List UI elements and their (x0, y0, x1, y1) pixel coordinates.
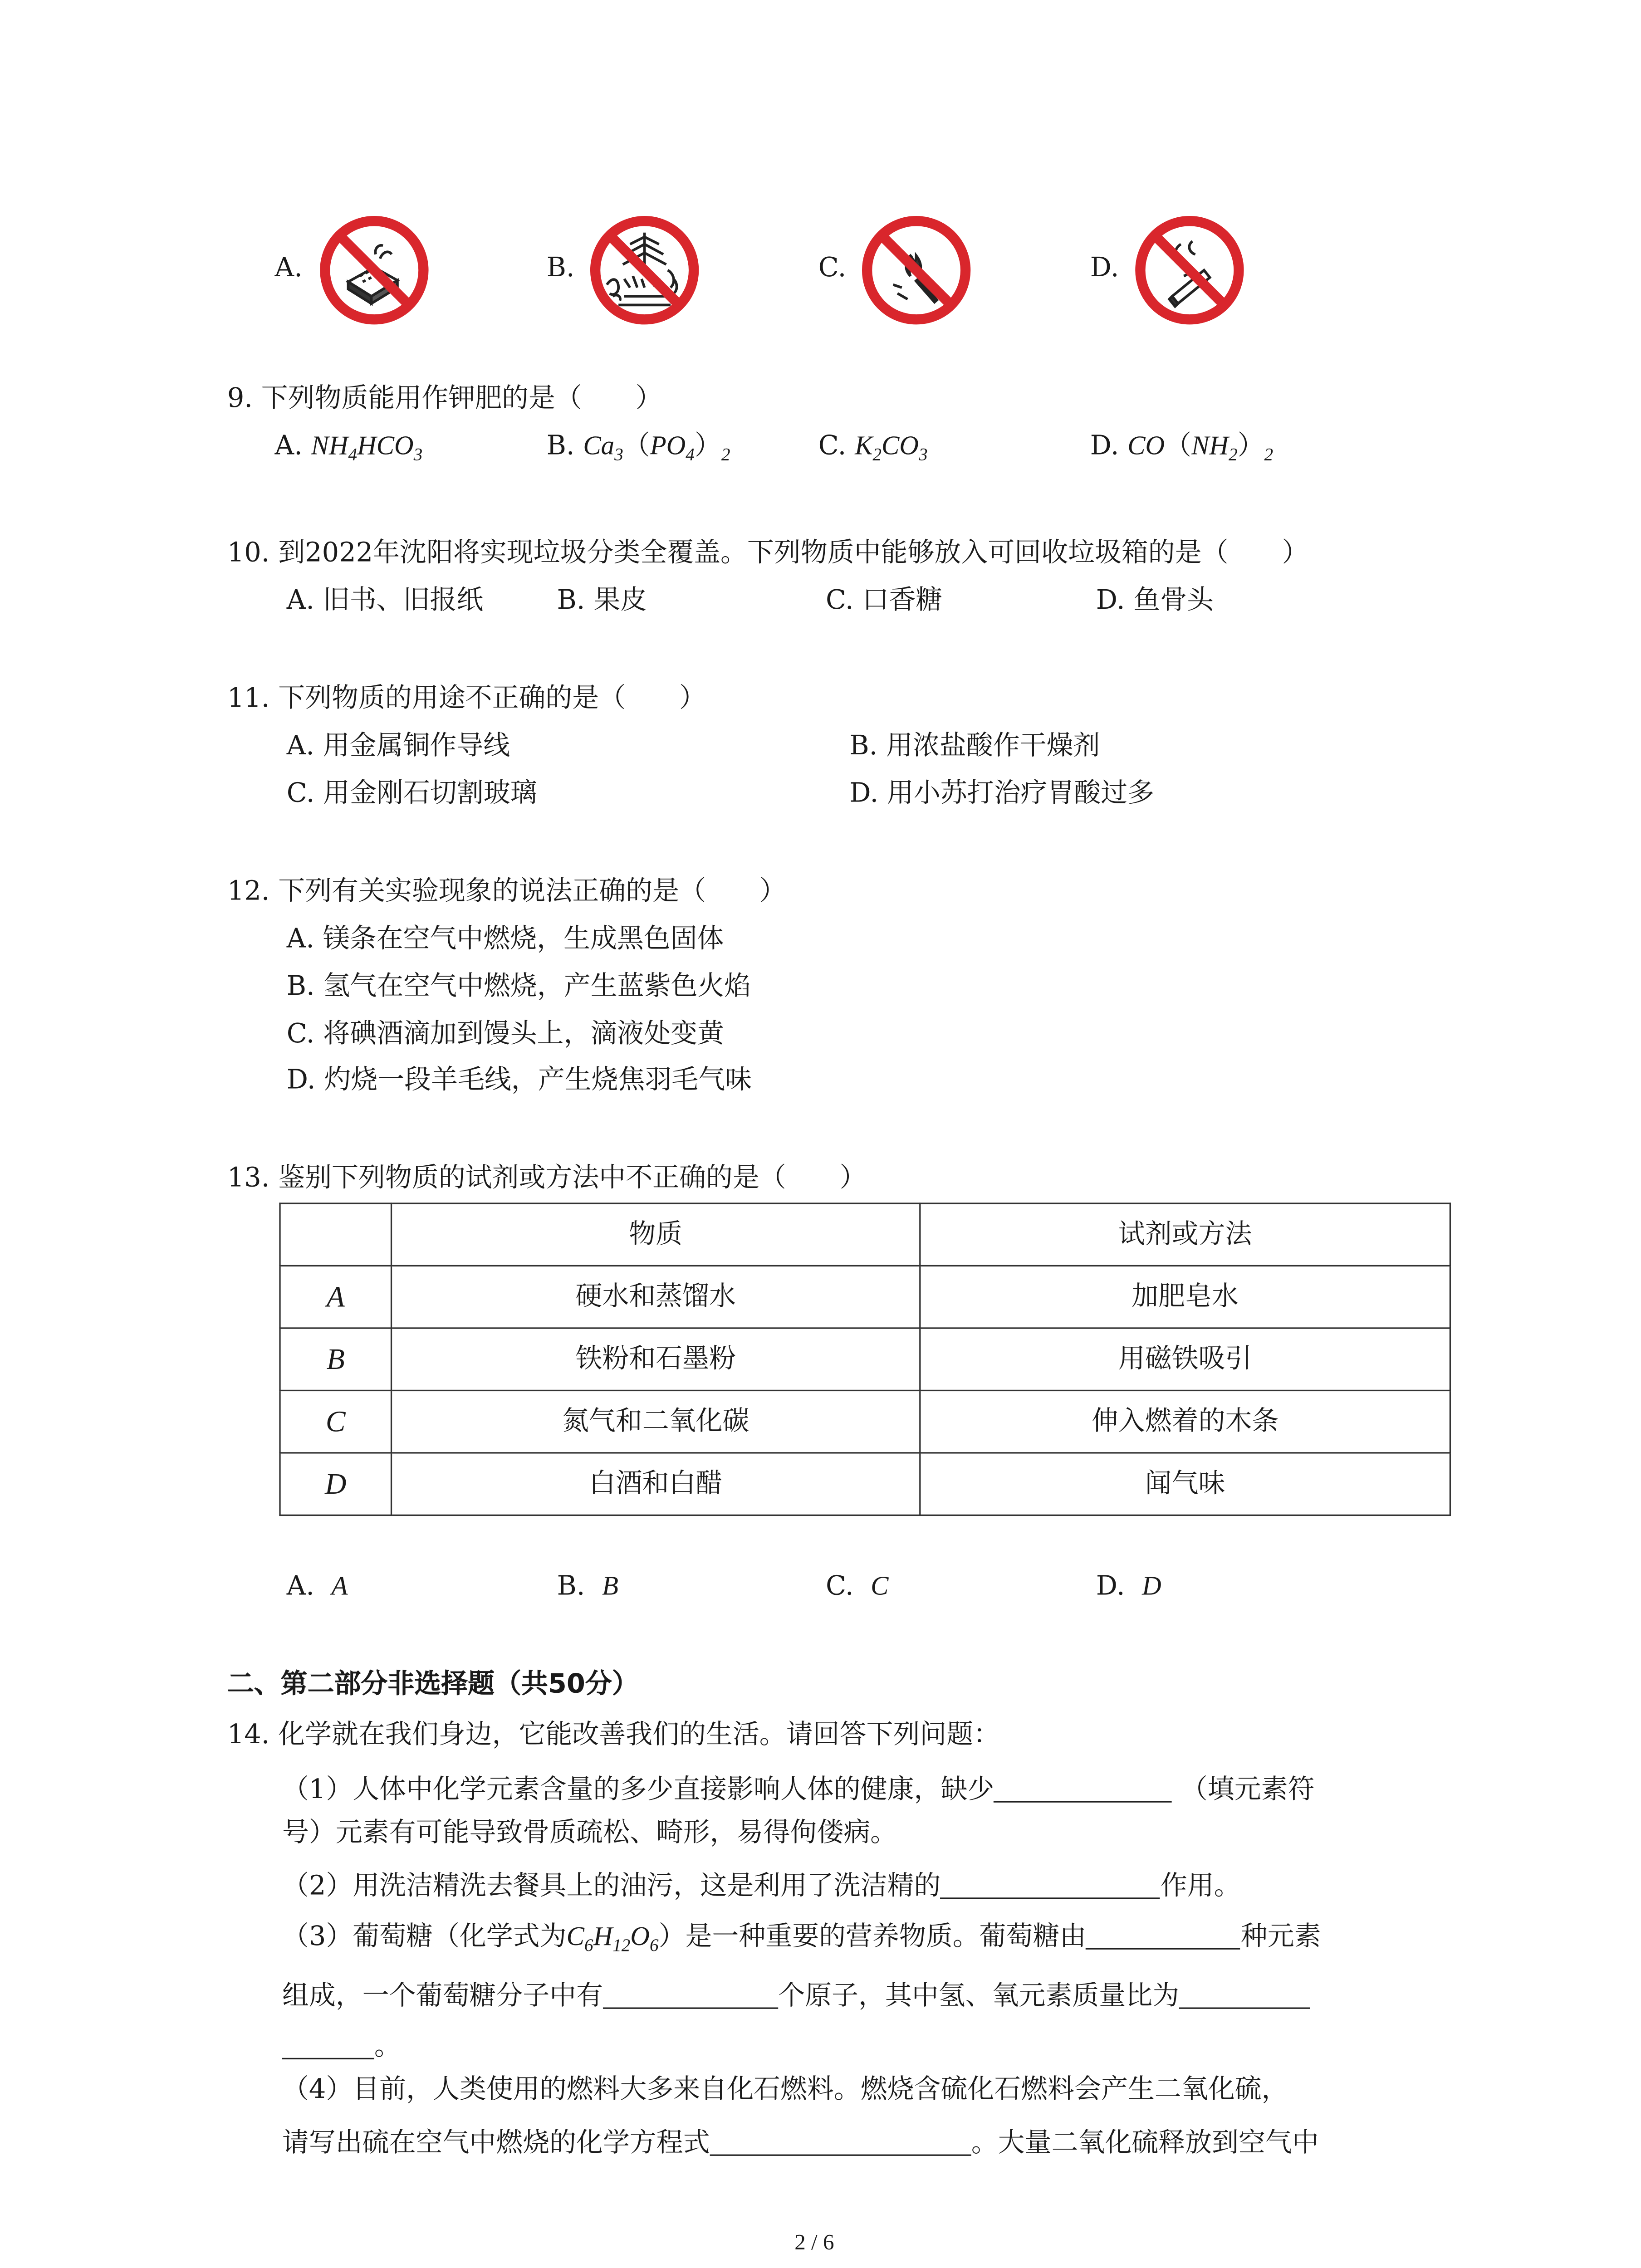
table-cell: 闻气味 (920, 1453, 1450, 1515)
no-fireworks-icon (316, 212, 432, 328)
answer-blank[interactable] (710, 2125, 971, 2156)
table-cell: 伸入燃着的木条 (920, 1390, 1450, 1452)
table-cell: 铁粉和石墨粉 (392, 1328, 920, 1390)
q11-option-a: A. 用金属铜作导线 (286, 730, 510, 762)
table-row (280, 1328, 1450, 1390)
q9-option-c: C. $K_2CO_3$ (818, 430, 928, 465)
q13-option-a: A. A (286, 1571, 348, 1602)
answer-blank[interactable] (603, 1978, 778, 2009)
q11-option-b: B. 用浓盐酸作干燥剂 (849, 730, 1100, 762)
q11-option-d: D. 用小苏打治疗胃酸过多 (849, 778, 1155, 809)
answer-blank[interactable] (994, 1771, 1172, 1803)
answer-blank[interactable] (941, 1868, 1160, 1899)
table-header-cell: 试剂或方法 (920, 1203, 1450, 1266)
q14-part1-line2: 号）元素有可能导致骨质疏松、畸形，易得佝偻病。 (282, 1817, 897, 1849)
table-row-key: B (280, 1328, 391, 1390)
formula-k2co3: $K_2CO_3$ (855, 430, 928, 465)
formula-ca3po42: $Ca_3$ (583, 430, 623, 465)
q13-option-d: D. D (1096, 1571, 1161, 1602)
q10-option-a: A. 旧书、旧报纸 (286, 585, 484, 616)
q12-option-c: C. 将碘酒滴加到馒头上，滴液处变黄 (286, 1018, 724, 1050)
table-header-cell: 物质 (392, 1203, 920, 1266)
table-row-key: A (280, 1266, 391, 1328)
no-burning-icon (587, 212, 702, 328)
q8-option-b-letter: B. (546, 252, 575, 284)
q14-part4-line2: 请写出硫在空气中燃烧的化学方程式 。大量二氧化硫释放到空气中 (282, 2125, 1319, 2160)
q10-option-b: B. 果皮 (557, 585, 647, 616)
q13-stem: 13. 鉴别下列物质的试剂或方法中不正确的是（ ） (227, 1162, 867, 1194)
answer-blank[interactable] (1179, 1978, 1310, 2009)
q11-stem: 11. 下列物质的用途不正确的是（ ） (227, 683, 706, 714)
formula-c6h12o6: $C_6H_{12}O_6$ (566, 1921, 659, 1955)
table-header-cell (280, 1203, 391, 1266)
q12-stem: 12. 下列有关实验现象的说法正确的是（ ） (227, 876, 786, 907)
q14-stem: 14. 化学就在我们身边，它能改善我们的生活。请回答下列问题： (227, 1719, 1000, 1751)
q9-option-a: A. $NH_4HCO_3$ (274, 430, 423, 465)
q14-part1-line1: （1）人体中化学元素含量的多少直接影响人体的健康，缺少 （填元素符 (282, 1771, 1315, 1806)
q14-part3-line1: （3）葡萄糖（化学式为$C_6H_{12}O_6$）是一种重要的营养物质。葡萄糖由 种元素 (282, 1918, 1321, 1953)
formula-conh22: CO (1127, 430, 1165, 460)
q10-option-c: C. 口香糖 (825, 585, 943, 616)
q9-stem: 9. 下列物质能用作钾肥的是（ ） (227, 383, 662, 415)
table-row (280, 1266, 1450, 1328)
table-row-key: D (280, 1453, 391, 1515)
table-cell: 白酒和白醋 (392, 1453, 920, 1515)
q13-table (279, 1202, 1451, 1516)
q8-option-a-letter: A. (274, 252, 303, 284)
answer-blank[interactable] (282, 2028, 374, 2059)
table-row-key: C (280, 1390, 391, 1452)
table-cell: 用磁铁吸引 (920, 1328, 1450, 1390)
section-heading: 二、第二部分非选择题（共50分） (227, 1669, 639, 1700)
q14-part3-line3: 。 (282, 2028, 401, 2063)
q13-option-b: B. B (557, 1571, 619, 1602)
q9-option-b: B. $Ca_3(PO_4)_2$ (546, 430, 730, 465)
table-header-row (280, 1203, 1450, 1266)
q14-part3-line2: 组成，一个葡萄糖分子中有 个原子，其中氢、氧元素质量比为 (282, 1978, 1310, 2013)
q9-option-d: D. $CO(NH_2)_2$ (1090, 430, 1274, 465)
table-cell: 氮气和二氧化碳 (392, 1390, 920, 1452)
q12-option-b: B. 氢气在空气中燃烧，产生蓝紫色火焰 (286, 971, 751, 1002)
q10-stem: 10. 到2022年沈阳将实现垃圾分类全覆盖。下列物质中能够放入可回收垃圾箱的是（ ） (227, 537, 1309, 569)
answer-blank[interactable] (1086, 1918, 1240, 1950)
table-row (280, 1390, 1450, 1452)
table-row (280, 1453, 1450, 1515)
q14-part2: （2）用洗洁精洗去餐具上的油污，这是利用了洗洁精的 作用。 (282, 1868, 1241, 1903)
q12-option-d: D. 灼烧一段羊毛线，产生烧焦羽毛气味 (286, 1064, 752, 1096)
q12-option-a: A. 镁条在空气中燃烧，生成黑色固体 (286, 923, 724, 955)
table-cell: 硬水和蒸馏水 (392, 1266, 920, 1328)
no-smoking-icon (1132, 212, 1247, 328)
formula-nh4hco3: $NH_4HCO_3$ (311, 430, 423, 465)
q13-option-c: C. C (825, 1571, 889, 1602)
q8-option-c-letter: C. (818, 252, 847, 284)
table-cell: 加肥皂水 (920, 1266, 1450, 1328)
page-number: 2 / 6 (794, 2231, 834, 2256)
q11-option-c: C. 用金刚石切割玻璃 (286, 778, 537, 809)
no-open-flame-icon (858, 212, 974, 328)
q8-option-d-letter: D. (1090, 252, 1119, 284)
q10-option-d: D. 鱼骨头 (1096, 585, 1214, 616)
q14-part4-line1: （4）目前，人类使用的燃料大多来自化石燃料。燃烧含硫化石燃料会产生二氧化硫， (282, 2074, 1288, 2106)
